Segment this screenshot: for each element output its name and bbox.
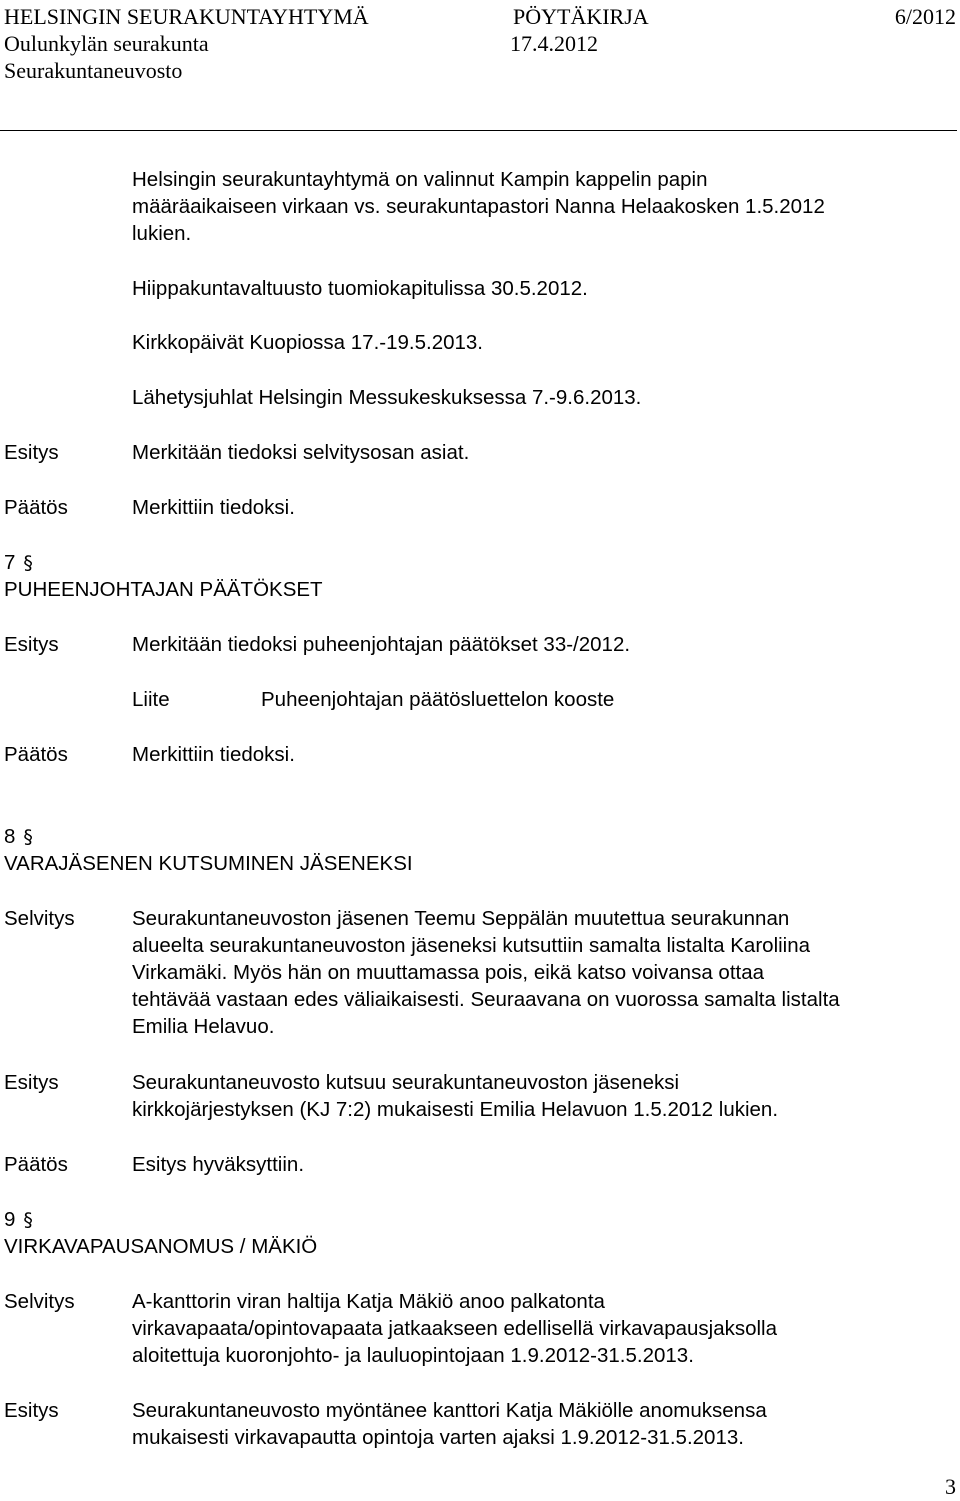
sec8-esitys-line-1: Seurakuntaneuvosto kutsuu seurakuntaneuvoston jäseneksi xyxy=(132,1071,680,1094)
sec9-title: VIRKAVAPAUSANOMUS / MÄKIÖ xyxy=(4,1235,318,1258)
sec9-esitys-label: Esitys xyxy=(4,1399,59,1422)
intro-item-2: Kirkkopäivät Kuopiossa 17.-19.5.2013. xyxy=(132,331,484,354)
intro-line-2: määräaikaiseen virkaan vs. seurakuntapastori Nanna Helaakosken 1.5.2012 xyxy=(132,195,825,218)
sec9-selvitys-line-3: aloitettuja kuoronjohto- ja lauluopintojaan 1.9.2012-31.5.2013. xyxy=(132,1344,694,1367)
section-symbol: § xyxy=(23,826,33,848)
sec8-esitys-line-2: kirkkojärjestyksen (KJ 7:2) mukaisesti Emilia Helavuon 1.5.2012 lukien. xyxy=(132,1098,779,1121)
sec9-selvitys-label: Selvitys xyxy=(4,1290,75,1313)
sec7-esitys-text: Merkitään tiedoksi puheenjohtajan päätökset 33-/2012. xyxy=(132,633,631,656)
sec8-selvitys-line-2: alueelta seurakuntaneuvoston jäseneksi kutsuttiin samalta listalta Karoliina xyxy=(132,934,811,957)
intro-esitys-label: Esitys xyxy=(4,441,59,464)
sec8-paatos-text: Esitys hyväksyttiin. xyxy=(132,1153,305,1176)
sec7-liite-label: Liite xyxy=(132,688,170,711)
intro-item-3: Lähetysjuhlat Helsingin Messukeskuksessa 7.-9.6.2013. xyxy=(132,386,642,409)
header-body: Seurakuntaneuvosto xyxy=(4,58,183,83)
header-parish: Oulunkylän seurakunta xyxy=(4,31,209,56)
section-symbol: § xyxy=(23,552,33,574)
sec7-number: 7 § xyxy=(4,551,33,574)
sec9-esitys-line-1: Seurakuntaneuvosto myöntänee kanttori Katja Mäkiölle anomuksensa xyxy=(132,1399,767,1422)
sec9-selvitys-line-1: A-kanttorin viran haltija Katja Mäkiö anoo palkatonta xyxy=(132,1290,605,1313)
sec7-paatos-text: Merkittiin tiedoksi. xyxy=(132,743,295,766)
sec8-selvitys-line-1: Seurakuntaneuvoston jäsenen Teemu Seppälän muutettua seurakunnan xyxy=(132,907,790,930)
intro-paatos-text: Merkittiin tiedoksi. xyxy=(132,496,295,519)
sec8-paatos-label: Päätös xyxy=(4,1153,68,1176)
sec9-esitys-line-2: mukaisesti virkavapautta opintoja varten ajaksi 1.9.2012-31.5.2013. xyxy=(132,1426,744,1449)
sec8-title: VARAJÄSENEN KUTSUMINEN JÄSENEKSI xyxy=(4,852,413,875)
intro-line-3: lukien. xyxy=(132,222,192,245)
sec8-selvitys-line-4: tehtävää vastaan edes väliaikaisesti. Seuraavana on vuorossa samalta listalta xyxy=(132,988,840,1011)
header-doc-type: PÖYTÄKIRJA xyxy=(513,4,649,29)
sec7-esitys-label: Esitys xyxy=(4,633,59,656)
sec8-esitys-label: Esitys xyxy=(4,1071,59,1094)
intro-line-1: Helsingin seurakuntayhtymä on valinnut Kampin kappelin papin xyxy=(132,168,708,191)
sec9-number: 9 § xyxy=(4,1208,33,1231)
intro-esitys-text: Merkitään tiedoksi selvitysosan asiat. xyxy=(132,441,470,464)
header-org: HELSINGIN SEURAKUNTAYHTYMÄ xyxy=(4,4,369,29)
sec7-paatos-label: Päätös xyxy=(4,743,68,766)
page-number: 3 xyxy=(945,1474,956,1499)
sec8-selvitys-line-3: Virkamäki. Myös hän on muuttamassa pois, eikä katso voivansa ottaa xyxy=(132,961,765,984)
intro-item-1: Hiippakuntavaltuusto tuomiokapitulissa 30.5.2012. xyxy=(132,277,588,300)
header-date: 17.4.2012 xyxy=(510,31,598,56)
sec8-selvitys-line-5: Emilia Helavuo. xyxy=(132,1015,275,1038)
header-divider xyxy=(0,130,957,131)
sec7-liite-text: Puheenjohtajan päätösluettelon kooste xyxy=(261,688,615,711)
intro-paatos-label: Päätös xyxy=(4,496,68,519)
section-symbol: § xyxy=(23,1209,33,1231)
sec7-title: PUHEENJOHTAJAN PÄÄTÖKSET xyxy=(4,578,323,601)
sec8-selvitys-label: Selvitys xyxy=(4,907,75,930)
sec8-number: 8 § xyxy=(4,825,33,848)
sec9-selvitys-line-2: virkavapaata/opintovapaata jatkaakseen edellisellä virkavapausjaksolla xyxy=(132,1317,778,1340)
header-doc-number: 6/2012 xyxy=(894,4,956,29)
